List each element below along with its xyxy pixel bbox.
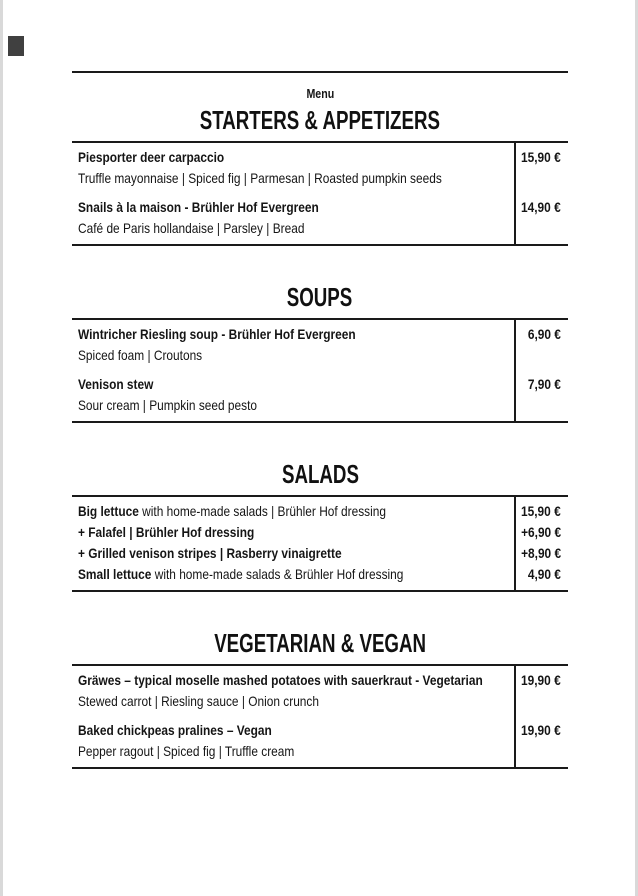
- menu-item: [72, 324, 568, 366]
- item-name: Snails à la maison - Brühler Hof Evergreen: [78, 199, 319, 215]
- item-price: +6,90 €: [521, 524, 562, 540]
- item-description: Pepper ragout | Spiced fig | Truffle cream: [78, 743, 295, 759]
- item-description: Sour cream | Pumpkin seed pesto: [78, 397, 258, 413]
- section-heading-soups: SOUPS: [287, 282, 353, 312]
- menu-page: [72, 0, 568, 769]
- price-divider: [514, 666, 516, 767]
- item-price: 15,90 €: [521, 503, 561, 519]
- item-description: Café de Paris hollandaise | Parsley | Bread: [78, 220, 305, 236]
- price-divider: [514, 143, 516, 244]
- item-price: +8,90 €: [521, 545, 562, 561]
- menu-item: [72, 147, 568, 189]
- item-description: Stewed carrot | Riesling sauce | Onion crunch: [78, 693, 320, 709]
- viewer-left-edge: [0, 0, 3, 896]
- item-price: 19,90 €: [521, 672, 561, 688]
- item-name: Venison stew: [78, 376, 154, 392]
- menu-item: [72, 374, 568, 416]
- menu-item-addon: [72, 522, 568, 543]
- item-name: + Grilled venison stripes | Rasberry vinaigrette: [78, 545, 342, 561]
- item-name: Wintricher Riesling soup - Brühler Hof Evergreen: [78, 326, 356, 342]
- item-name: Piesporter deer carpaccio: [78, 149, 225, 165]
- item-price: 19,90 €: [521, 722, 561, 738]
- item-price: 4,90 €: [527, 566, 561, 582]
- menu-item: [72, 670, 568, 712]
- menu-item: [72, 720, 568, 762]
- menu-item: [72, 501, 568, 522]
- top-rule: [72, 71, 568, 73]
- item-name: + Falafel | Brühler Hof dressing: [78, 524, 255, 540]
- section-heading-salads: SALADS: [281, 459, 359, 489]
- item-name: Baked chickpeas pralines – Vegan: [78, 722, 272, 738]
- vegetarian-table: [72, 664, 568, 769]
- price-divider: [514, 497, 516, 590]
- section-heading-vegetarian: VEGETARIAN & VEGAN: [214, 628, 426, 658]
- item-name: Small lettuce with home-made salads & Brühler Hof dressing: [78, 566, 404, 582]
- item-price: 15,90 €: [521, 149, 561, 165]
- item-price: 6,90 €: [527, 326, 561, 342]
- soups-table: [72, 318, 568, 423]
- item-description: Truffle mayonnaise | Spiced fig | Parmesan | Roasted pumpkin seeds: [78, 170, 442, 186]
- item-price: 7,90 €: [527, 376, 561, 392]
- corner-mark: [8, 36, 24, 56]
- menu-item-addon: [72, 543, 568, 564]
- page-title: [72, 86, 568, 102]
- page-title-text: Menu: [306, 87, 334, 101]
- section-heading-starters: STARTERS & APPETIZERS: [199, 105, 441, 135]
- menu-item: [72, 197, 568, 239]
- item-name: Big lettuce with home-made salads | Brühler Hof dressing: [78, 503, 387, 519]
- starters-table: [72, 141, 568, 246]
- item-price: 14,90 €: [521, 199, 561, 215]
- menu-item: [72, 564, 568, 585]
- price-divider: [514, 320, 516, 421]
- salads-table: [72, 495, 568, 592]
- item-description: Spiced foam | Croutons: [78, 347, 203, 363]
- item-name: Gräwes – typical moselle mashed potatoes with sauerkraut - Vegetarian: [78, 672, 483, 688]
